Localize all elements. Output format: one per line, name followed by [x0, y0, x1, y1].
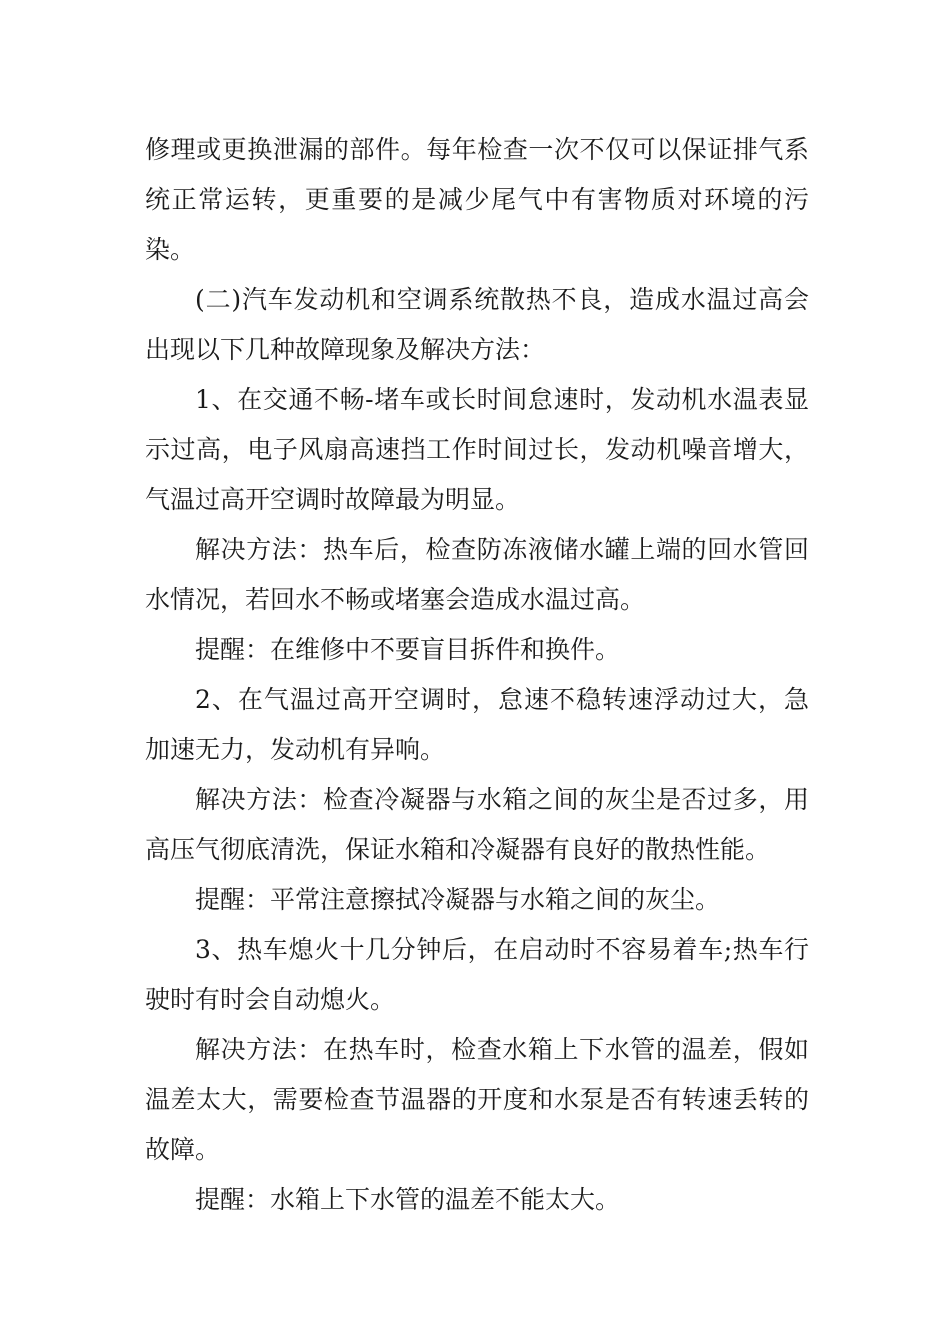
paragraph-continuation: 修理或更换泄漏的部件。每年检查一次不仅可以保证排气系统正常运转，更重要的是减少尾气中有害物质对环境的污染。: [145, 135, 809, 264]
paragraph-reminder-1: 提醒：在维修中不要盲目拆件和换件。: [195, 635, 621, 664]
paragraph-reminder-3: 提醒：水箱上下水管的温差不能太大。: [195, 1185, 621, 1214]
paragraph-reminder-2: 提醒：平常注意擦拭冷凝器与水箱之间的灰尘。: [195, 885, 721, 914]
paragraph-solution-1: 解决方法：热车后，检查防冻液储水罐上端的回水管回水情况，若回水不畅或堵塞会造成水温过高。: [145, 535, 809, 614]
paragraph-fault-1: 1、在交通不畅-堵车或长时间怠速时，发动机水温表显示过高，电子风扇高速挡工作时间过长，发动机噪音增大，气温过高开空调时故障最为明显。: [145, 385, 809, 514]
paragraph-solution-3: 解决方法：在热车时，检查水箱上下水管的温差，假如温差太大，需要检查节温器的开度和水泵是否有转速丢转的故障。: [145, 1035, 809, 1164]
paragraph-solution-2: 解决方法：检查冷凝器与水箱之间的灰尘是否过多，用高压气彻底清洗，保证水箱和冷凝器有良好的散热性能。: [145, 785, 809, 864]
document-page: [145, 125, 809, 1225]
paragraph-fault-2: 2、在气温过高开空调时，怠速不稳转速浮动过大，急加速无力，发动机有异响。: [145, 685, 809, 764]
paragraph-section-heading: (二)汽车发动机和空调系统散热不良，造成水温过高会出现以下几种故障现象及解决方法：: [145, 285, 809, 364]
paragraph-fault-3: 3、热车熄火十几分钟后，在启动时不容易着车;热车行驶时有时会自动熄火。: [145, 935, 809, 1014]
